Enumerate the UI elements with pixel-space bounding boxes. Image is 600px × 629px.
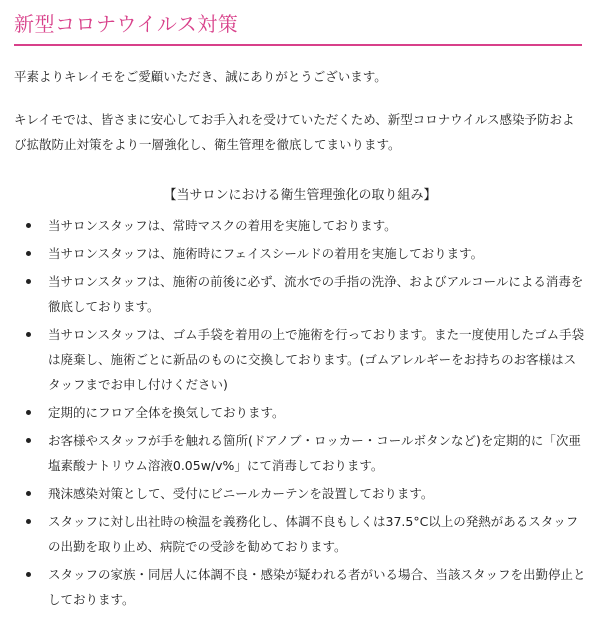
bullet-icon	[26, 251, 31, 256]
list-item	[14, 322, 586, 397]
list-item-text: お客様やスタッフが手を触れる箇所(ドアノブ・ロッカー・コールボタンなど)を定期的に「次亜塩素酸ナトリウム溶液0.05w/v%」にて消毒しております。	[48, 433, 581, 473]
list-item-text: 飛沫感染対策として、受付にビニールカーテンを設置しております。	[48, 486, 434, 501]
list-item	[14, 400, 586, 425]
list-item	[14, 269, 586, 319]
list-item-text: 当サロンスタッフは、常時マスクの着用を実施しております。	[48, 218, 397, 233]
bullet-icon	[26, 572, 31, 577]
list-item	[14, 481, 586, 506]
measures-list	[14, 213, 586, 615]
list-item-text: 当サロンスタッフは、施術の前後に必ず、流水での手指の洗浄、およびアルコールによる消毒を徹底しております。	[48, 274, 584, 314]
title-underline	[14, 44, 582, 46]
bullet-icon	[26, 332, 31, 337]
list-item	[14, 509, 586, 559]
list-item	[14, 562, 586, 612]
bullet-icon	[26, 410, 31, 415]
list-item	[14, 213, 586, 238]
bullet-icon	[26, 438, 31, 443]
page-title: 新型コロナウイルス対策	[14, 12, 239, 36]
list-item-text: スタッフに対し出社時の検温を義務化し、体調不良もしくは37.5°C以上の発熱があるスタッフの出勤を取り止め、病院での受診を勧めております。	[48, 514, 579, 554]
list-item-text: 当サロンスタッフは、ゴム手袋を着用の上で施術を行っております。また一度使用したゴム手袋は廃棄し、施術ごとに新品のものに交換しております。(ゴムアレルギーをお持ちのお客様はスタッフまでお申し付けください)	[48, 327, 585, 392]
greeting-text: 平素よりキレイモをご愛顧いただき、誠にありがとうございます。	[14, 69, 387, 84]
policy-text: キレイモでは、皆さまに安心してお手入れを受けていただくため、新型コロナウイルス感染予防および拡散防止対策をより一層強化し、衛生管理を徹底してまいります。	[14, 112, 575, 152]
measures-heading: 【当サロンにおける衛生管理強化の取り組み】	[163, 188, 437, 203]
bullet-icon	[26, 519, 31, 524]
bullet-icon	[26, 223, 31, 228]
list-item	[14, 241, 586, 266]
list-item	[14, 428, 586, 478]
list-item-text: 定期的にフロア全体を換気しております。	[48, 405, 285, 420]
bullet-icon	[26, 279, 31, 284]
bullet-icon	[26, 491, 31, 496]
list-item-text: スタッフの家族・同居人に体調不良・感染が疑われる者がいる場合、当該スタッフを出勤停止としております。	[48, 567, 586, 607]
list-item-text: 当サロンスタッフは、施術時にフェイスシールドの着用を実施しております。	[48, 246, 484, 261]
